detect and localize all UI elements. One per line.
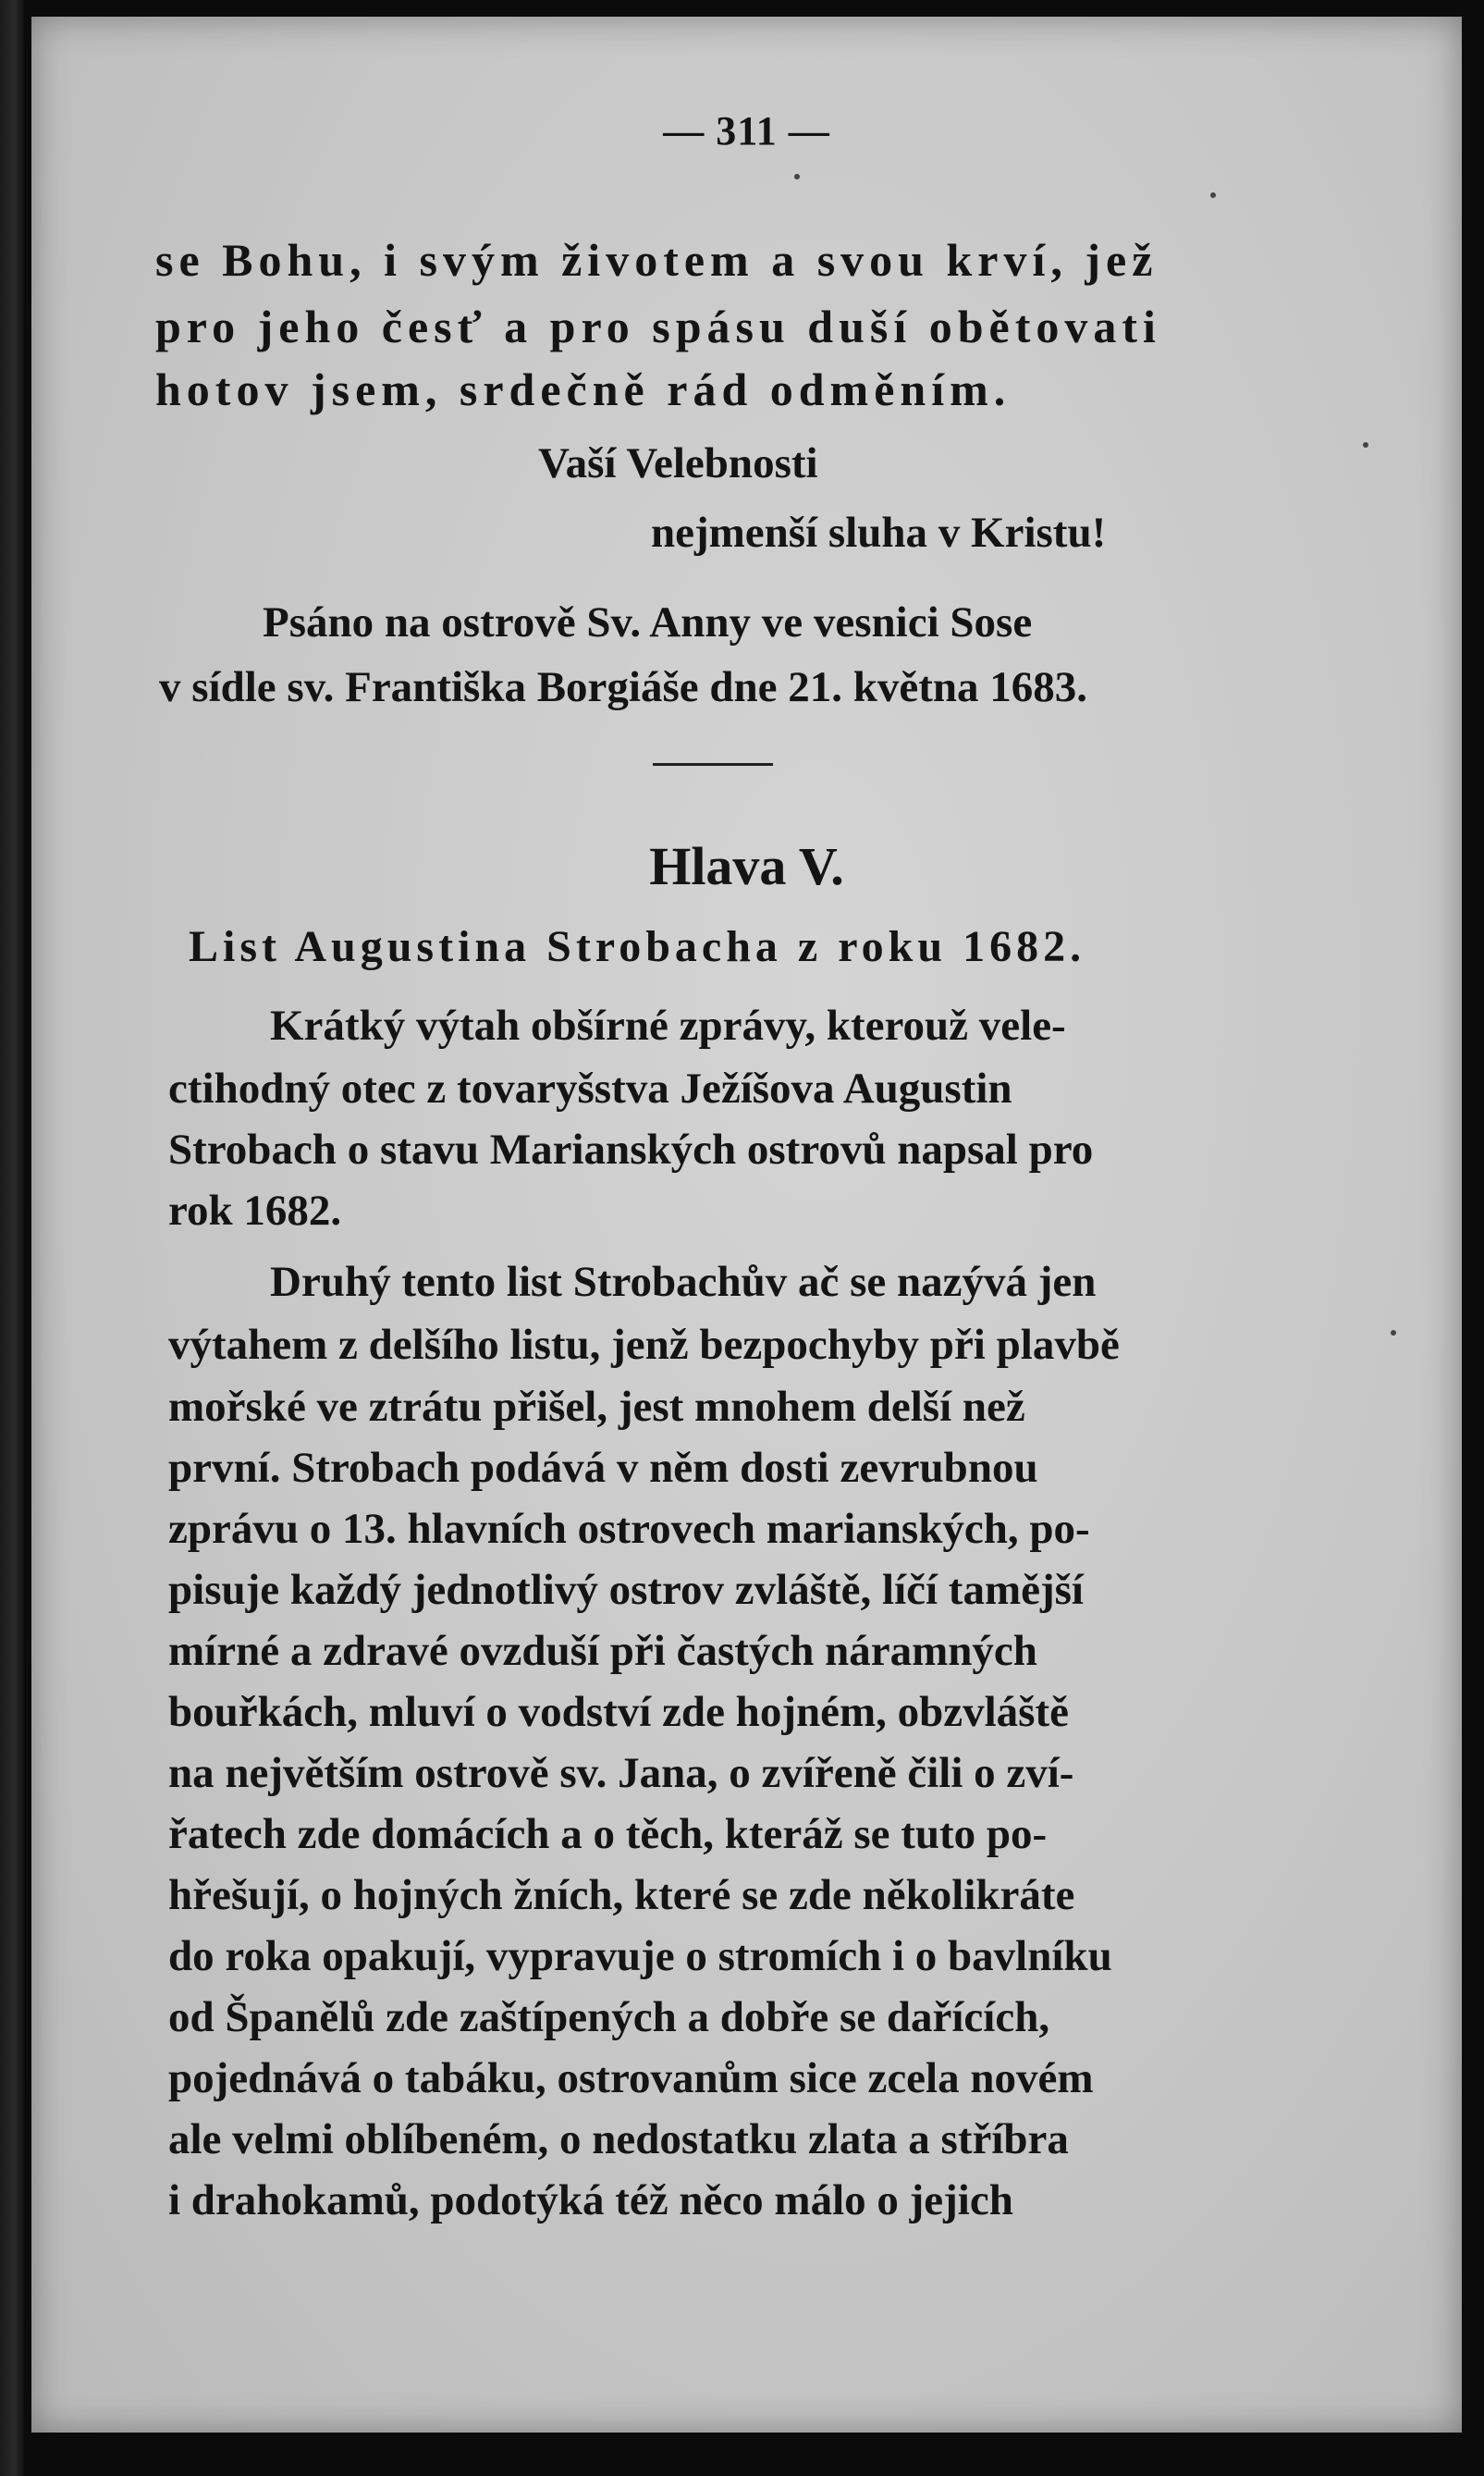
place-line: Psáno na ostrově Sv. Anny ve vesnici Sose	[263, 598, 1033, 647]
text-line: do roka opakují, vypravuje o stromích i o bavlníku	[168, 1932, 1112, 1980]
text-line: výtahem z delšího listu, jenž bezpochyby při plavbě	[168, 1321, 1120, 1369]
scan-speck	[1363, 442, 1368, 448]
text-line: pisuje každý jednotlivý ostrov zvláště, líčí tamější	[168, 1566, 1084, 1614]
signature: nejmenší sluha v Kristu!	[651, 509, 1107, 557]
text-line: první. Strobach podává v něm dosti zevrubnou	[168, 1444, 1038, 1492]
book-page	[31, 17, 1462, 2433]
text-line: ale velmi oblíbeném, o nedostatku zlata a stříbra	[168, 2115, 1069, 2163]
text-line: bouřkách, mluví o vodství zde hojném, obzvláště	[168, 1688, 1069, 1736]
text-line: pro jeho česť a pro spásu duší obětovati	[155, 301, 1161, 352]
chapter-heading: Hlava V.	[649, 836, 844, 896]
text-line: Strobach o stavu Marianských ostrovů napsal pro	[168, 1126, 1094, 1174]
page-number: — 311 —	[663, 108, 830, 154]
text-line: hřešují, o hojných žních, které se zde několikráte	[168, 1871, 1075, 1919]
text-line: ctihodný otec z tovaryšstva Ježíšova Augustin	[168, 1065, 1012, 1113]
text-line: na největším ostrově sv. Jana, o zvířeně čili o zví-	[168, 1749, 1074, 1797]
text-line: rok 1682.	[168, 1187, 342, 1235]
salutation: Vaší Velebnosti	[538, 439, 818, 487]
chapter-subheading: List Augustina Strobacha z roku 1682.	[189, 922, 1086, 971]
text-line: i drahokamů, podotýká též něco málo o jejich	[168, 2176, 1013, 2224]
text-line: Krátký výtah obšírné zprávy, kterouž vele-	[270, 1002, 1066, 1050]
scan-speck	[1210, 192, 1216, 198]
text-line: zprávu o 13. hlavních ostrovech marianských, po-	[168, 1505, 1090, 1553]
scan-speck	[794, 174, 800, 179]
text-line: Druhý tento list Strobachův ač se nazývá jen	[270, 1258, 1097, 1306]
text-line: se Bohu, i svým životem a svou krví, jež	[155, 234, 1159, 286]
text-line: mírné a zdravé ovzduší při častých náramných	[168, 1627, 1037, 1675]
scan-speck	[1391, 1330, 1396, 1336]
text-line: řatech zde domácích a o těch, kteráž se tuto po-	[168, 1810, 1048, 1858]
page-edge-shadow	[0, 0, 24, 2476]
text-line: pojednává o tabáku, ostrovanům sice zcela novém	[168, 2054, 1094, 2102]
text-line: mořské ve ztrátu přišel, jest mnohem delší než	[168, 1383, 1025, 1431]
text-line: hotov jsem, srdečně rád odměním.	[155, 363, 1012, 415]
section-divider	[653, 763, 773, 766]
text-line: od Španělů zde zaštípených a dobře se dařících,	[168, 1993, 1050, 2041]
place-line: v sídle sv. Františka Borgiáše dne 21. května 1683.	[159, 663, 1088, 711]
